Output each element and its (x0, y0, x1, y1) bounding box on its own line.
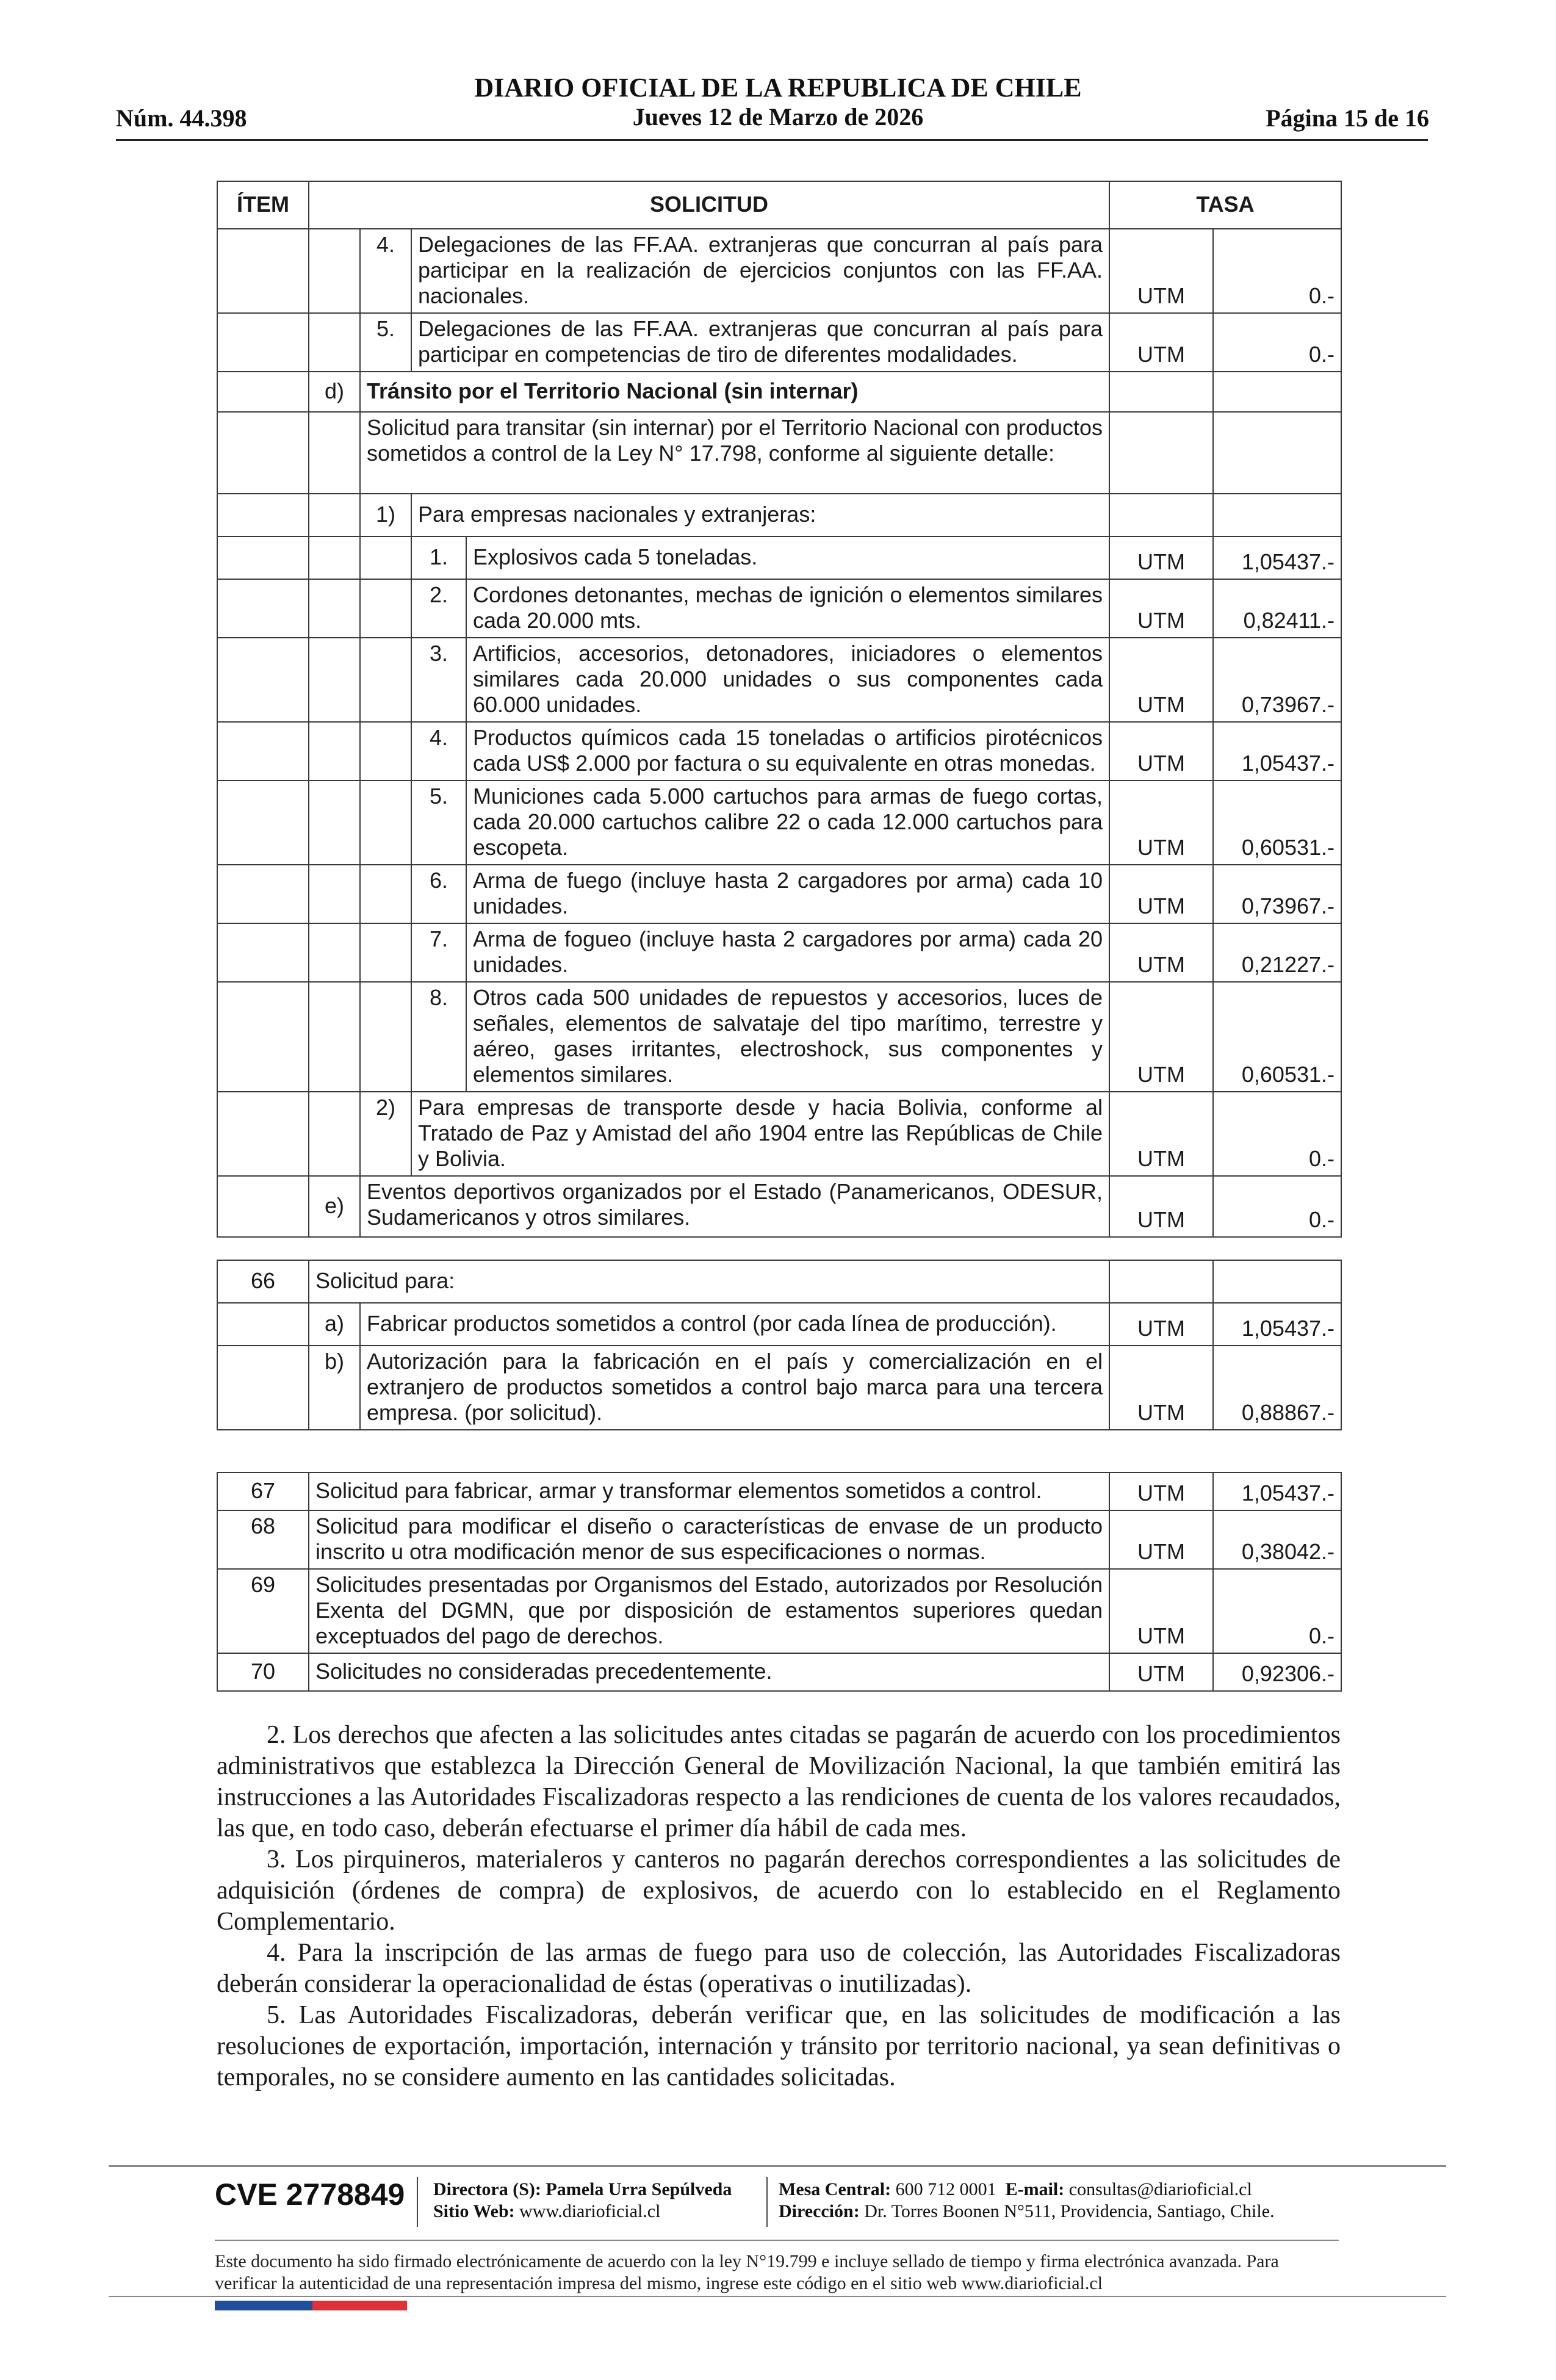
cve-code: CVE 2778849 (215, 2177, 405, 2212)
table-row (217, 1260, 1341, 1303)
footer-separator (766, 2177, 768, 2227)
row-number: 2) (360, 1092, 411, 1176)
newspaper-title: DIARIO OFICIAL DE LA REPUBLICA DE CHILE (474, 73, 1082, 103)
row-text: Otros cada 500 unidades de repuestos y accesorios, luces de señales, elementos de salvataje del tipo marítimo, terrestre y aéreo, gases irritantes, electroshock, sus componentes y elementos similares. (466, 982, 1109, 1092)
row-value: 1,05437.- (1213, 1473, 1341, 1510)
row-text: Productos químicos cada 15 toneladas o artificios pirotécnicos cada US$ 2.000 por factura o su equivalente en otras monedas. (466, 722, 1109, 781)
table-row (217, 1510, 1341, 1569)
row-unit: UTM (1109, 865, 1213, 923)
row-unit: UTM (1109, 923, 1213, 982)
row-text: Explosivos cada 5 toneladas. (466, 536, 1109, 579)
mesa-phone: 600 712 0001 (895, 2179, 996, 2199)
flag-stripe-blue (215, 2301, 312, 2310)
fees-table-main (217, 181, 1342, 1238)
table-row (217, 865, 1341, 923)
table-row (217, 412, 1341, 494)
row-value: 1,05437.- (1213, 1303, 1341, 1346)
row-unit: UTM (1109, 1092, 1213, 1176)
table-row (217, 313, 1341, 372)
row-number: 5. (360, 313, 411, 372)
row-value: 0,82411.- (1213, 579, 1341, 638)
row-text: Arma de fogueo (incluye hasta 2 cargadores por arma) cada 20 unidades. (466, 923, 1109, 982)
row-value: 1,05437.- (1213, 722, 1341, 781)
fees-table-66 (217, 1260, 1342, 1430)
paragraph: 3. Los pirquineros, materialeros y canteros no pagarán derechos correspondientes a las solicitudes de adquisición (órdenes de compra) de explosivos, de acuerdo con lo establecido en el Reglamento Complementario. (217, 1845, 1341, 1936)
row-unit: UTM (1109, 1303, 1213, 1346)
row-unit: UTM (1109, 781, 1213, 865)
email-link[interactable]: consultas@diarioficial.cl (1068, 2179, 1252, 2199)
section-title: Tránsito por el Territorio Nacional (sin internar) (360, 372, 1109, 412)
row-number: 1. (411, 536, 466, 579)
row-text: Cordones detonantes, mechas de ignición o elementos similares cada 20.000 mts. (466, 579, 1109, 638)
table-row (217, 923, 1341, 982)
table-row (217, 1303, 1341, 1346)
row-text: Arma de fuego (incluye hasta 2 cargadores por arma) cada 10 unidades. (466, 865, 1109, 923)
row-value: 0,21227.- (1213, 923, 1341, 982)
row-text: Delegaciones de las FF.AA. extranjeras que concurran al país para participar en la realización de ejercicios conjuntos con las FF.AA. nacionales. (411, 229, 1109, 313)
table-row (217, 536, 1341, 579)
table-row (217, 494, 1341, 536)
section-row (217, 372, 1341, 412)
page-indicator: Página 15 de 16 (1266, 104, 1429, 132)
row-value: 0,73967.- (1213, 638, 1341, 722)
table-row (217, 982, 1341, 1092)
section-letter: e) (309, 1176, 360, 1237)
row-value: 0,60531.- (1213, 982, 1341, 1092)
row-text: Delegaciones de las FF.AA. extranjeras que concurran al país para participar en competencias de tiro de diferentes modalidades. (411, 313, 1109, 372)
body-text (217, 1720, 1341, 2093)
item-number: 66 (217, 1260, 309, 1303)
table-row (217, 1569, 1341, 1653)
row-value: 1,05437.- (1213, 536, 1341, 579)
footer-contact-block (779, 2179, 1275, 2223)
row-text: Artificios, accesorios, detonadores, iniciadores o elementos similares cada 20.000 unidades o sus componentes cada 60.000 unidades. (466, 638, 1109, 722)
paragraph: 4. Para la inscripción de las armas de fuego para uso de colección, las Autoridades Fiscalizadoras deberán considerar la operacionalidad de éstas (operativas o inutilizadas). (217, 1939, 1341, 1998)
item-number: 70 (217, 1653, 309, 1691)
table-row (217, 579, 1341, 638)
footer-divider-top (109, 2165, 1446, 2167)
row-unit: UTM (1109, 1653, 1213, 1691)
direccion-label: Dirección: (779, 2201, 860, 2221)
item-number: 67 (217, 1473, 309, 1510)
table-row (217, 229, 1341, 313)
header-item: ÍTEM (217, 181, 309, 229)
row-letter: a) (309, 1303, 360, 1346)
row-value: 0.- (1213, 313, 1341, 372)
section-row (217, 1176, 1341, 1237)
table-row (217, 638, 1341, 722)
row-unit: UTM (1109, 1510, 1213, 1569)
table-row (217, 781, 1341, 865)
row-text: Solicitud para fabricar, armar y transformar elementos sometidos a control. (309, 1473, 1109, 1510)
directora-label: Directora (S): (433, 2179, 541, 2199)
signature-note: Este documento ha sido firmado electrónicamente de acuerdo con la ley N°19.799 e incluye sellado de tiempo y firma electrónica avanzada. Para verificar la autenticidad de una representación impresa del mismo, ingrese este código en el sitio web www.diarioficial.cl (215, 2251, 1279, 2293)
row-number: 8. (411, 982, 466, 1092)
row-number: 2. (411, 579, 466, 638)
footer-separator (417, 2177, 418, 2227)
row-unit: UTM (1109, 1346, 1213, 1430)
footer-divider-bottom (109, 2296, 1446, 2297)
row-value: 0.- (1213, 1176, 1341, 1237)
sitio-label: Sitio Web: (433, 2201, 515, 2221)
row-letter: b) (309, 1346, 360, 1430)
row-text: Fabricar productos sometidos a control (por cada línea de producción). (360, 1303, 1109, 1346)
sitio-link[interactable]: www.diarioficial.cl (519, 2201, 661, 2221)
table-row (217, 1346, 1341, 1430)
footer-directora-block (433, 2179, 732, 2223)
row-unit: UTM (1109, 313, 1213, 372)
issue-date: Jueves 12 de Marzo de 2026 (632, 103, 924, 131)
table-row (217, 722, 1341, 781)
row-unit: UTM (1109, 579, 1213, 638)
row-text: Municiones cada 5.000 cartuchos para armas de fuego cortas, cada 20.000 cartuchos calibre 22 o cada 12.000 cartuchos para escopeta. (466, 781, 1109, 865)
paragraph: 2. Los derechos que afecten a las solicitudes antes citadas se pagarán de acuerdo con los procedimientos administrativos que establezca la Dirección General de Movilización Nacional, la que también emitirá las instrucciones a las Autoridades Fiscalizadoras respecto a las rendiciones de cuenta de los valores recaudados, las que, en todo caso, deberán efectuarse el primer día hábil de cada mes. (217, 1721, 1341, 1842)
row-unit: UTM (1109, 536, 1213, 579)
item-number: 68 (217, 1510, 309, 1569)
table-header-row (217, 181, 1341, 229)
row-number: 1) (360, 494, 411, 536)
flag-stripe-red (312, 2301, 407, 2310)
header-divider (116, 139, 1428, 141)
row-number: 3. (411, 638, 466, 722)
email-label: E-mail: (1005, 2179, 1065, 2199)
row-number: 5. (411, 781, 466, 865)
row-value: 0,92306.- (1213, 1653, 1341, 1691)
row-unit: UTM (1109, 1473, 1213, 1510)
row-unit: UTM (1109, 982, 1213, 1092)
row-number: 4. (360, 229, 411, 313)
direccion-value: Dr. Torres Boonen N°511, Providencia, Santiago, Chile. (864, 2201, 1275, 2221)
row-text: Para empresas de transporte desde y hacia Bolivia, conforme al Tratado de Paz y Amistad del año 1904 entre las Repúblicas de Chile y Bolivia. (411, 1092, 1109, 1176)
item-number: 69 (217, 1569, 309, 1653)
row-value: 0.- (1213, 1569, 1341, 1653)
row-value: 0.- (1213, 1092, 1341, 1176)
footer-divider-mid (215, 2240, 1339, 2241)
row-text: Autorización para la fabricación en el país y comercialización en el extranjero de productos sometidos a control bajo marca para una tercera empresa. (por solicitud). (360, 1346, 1109, 1430)
section-letter: d) (309, 372, 360, 412)
row-text: Solicitudes presentadas por Organismos del Estado, autorizados por Resolución Exenta del DGMN, que por disposición de estamentos superiores quedan exceptuados del pago de derechos. (309, 1569, 1109, 1653)
mesa-label: Mesa Central: (779, 2179, 891, 2199)
row-unit: UTM (1109, 229, 1213, 313)
row-value: 0,38042.- (1213, 1510, 1341, 1569)
table-row (217, 1653, 1341, 1691)
section-intro: Solicitud para transitar (sin internar) por el Territorio Nacional con productos sometidos a control de la Ley N° 17.798, conforme al siguiente detalle: (360, 412, 1109, 494)
row-value: 0,73967.- (1213, 865, 1341, 923)
paragraph: 5. Las Autoridades Fiscalizadoras, deberán verificar que, en las solicitudes de modificación a las resoluciones de exportación, importación, internación y tránsito por territorio nacional, ya sean definitivas o temporales, no se considere aumento en las cantidades solicitadas. (217, 2001, 1341, 2091)
fees-table-67-70 (217, 1472, 1342, 1692)
issue-number: Núm. 44.398 (116, 104, 247, 132)
header-tasa: TASA (1109, 181, 1341, 229)
row-number: 6. (411, 865, 466, 923)
header-solicitud: SOLICITUD (309, 181, 1109, 229)
row-number: 4. (411, 722, 466, 781)
row-value: 0,88867.- (1213, 1346, 1341, 1430)
row-unit: UTM (1109, 1569, 1213, 1653)
row-text: Solicitud para modificar el diseño o características de envase de un producto inscrito u otra modificación menor de sus especificaciones o normas. (309, 1510, 1109, 1569)
row-value: 0.- (1213, 229, 1341, 313)
row-text: Solicitudes no consideradas precedentemente. (309, 1653, 1109, 1691)
row-text: Solicitud para: (309, 1260, 1109, 1303)
row-unit: UTM (1109, 722, 1213, 781)
row-unit: UTM (1109, 638, 1213, 722)
row-unit: UTM (1109, 1176, 1213, 1237)
table-row (217, 1092, 1341, 1176)
directora-name: Pamela Urra Sepúlveda (546, 2179, 732, 2199)
row-number: 7. (411, 923, 466, 982)
table-row (217, 1473, 1341, 1510)
row-value: 0,60531.- (1213, 781, 1341, 865)
row-text: Para empresas nacionales y extranjeras: (411, 494, 1109, 536)
row-text: Eventos deportivos organizados por el Estado (Panamericanos, ODESUR, Sudamericanos y otros similares. (360, 1176, 1109, 1237)
